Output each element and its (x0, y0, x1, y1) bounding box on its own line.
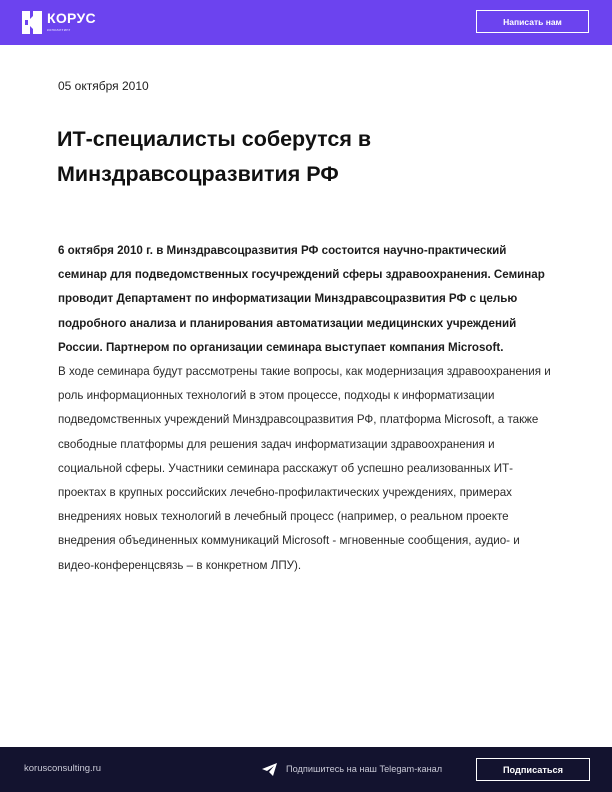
article-lead: 6 октября 2010 г. в Минздравсоцразвития РФ состоится научно-практический семинар для подведомственных госучреждений сферы здравоохранения. Семинар проводит Департамент по информатизации Минздравсоцразвития РФ с целью подробного анализа и планирования автоматизации медицинских учреждений России. Партнером по организации семинара выступает компания Microsoft. (58, 244, 545, 354)
article-title: ИТ-специалисты соберутся в Минздравсоцразвития РФ (57, 127, 372, 186)
subscribe-button[interactable]: Подписаться (476, 758, 590, 781)
site-link[interactable]: korusconsulting.ru (24, 763, 102, 774)
telegram-subscribe-text[interactable]: Подпишитесь на наш Telegam-канал (286, 764, 443, 774)
article-date: 05 октября 2010 (58, 79, 149, 93)
korus-logo[interactable] (22, 11, 96, 35)
telegram-plane-icon[interactable] (262, 763, 277, 776)
article-body (58, 239, 558, 578)
article-paragraph: В ходе семинара будут рассмотрены такие вопросы, как модернизация здравоохранения и роль информационных технологий в этом процессе, подходы к информатизации подведомственных учреждений Минздравсоцразвития РФ, платформа Microsoft, а также свободные платформы для решения задач информатизации здравоохранения и социальной сферы. Участники семинара расскажут об успешно реализованных ИТ-проектах в крупных российских лечебно-профилактических учреждениях, примерах внедрениях новых технологий в лечебный процесс (например, о реальном проекте внедрения объединенных коммуникаций Microsoft - мгновенные сообщения, аудио- и видео-конференцсвязь – в конкретном ЛПУ). (58, 365, 551, 572)
write-to-us-button[interactable]: Написать нам (476, 10, 589, 33)
logo-subtitle: консалтинг (47, 27, 71, 32)
site-header (0, 0, 612, 45)
korus-logo-icon (22, 11, 42, 34)
logo-name: КОРУС (47, 10, 96, 26)
